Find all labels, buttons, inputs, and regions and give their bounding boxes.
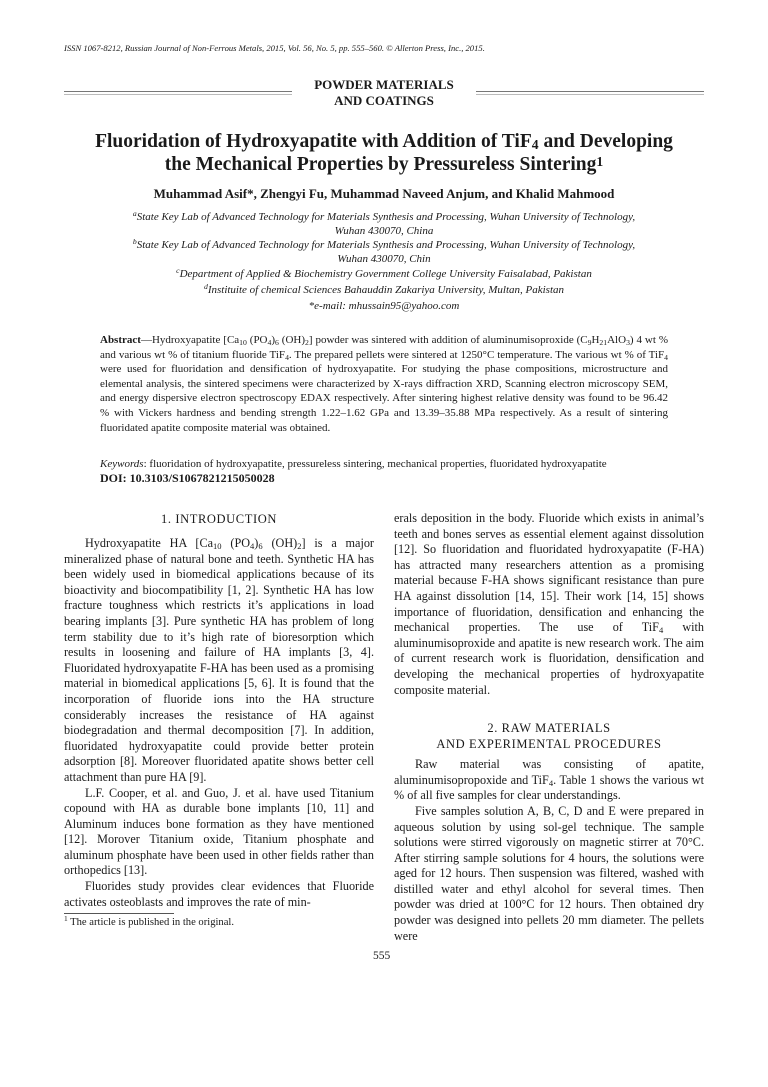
paper-title (60, 130, 708, 176)
section-rule-right-2 (476, 94, 704, 95)
abstract: Abstract—Hydroxyapatite [$Ca_{10}$ $(PO_4)_6$ $(OH)_2$] powder was sintered with addition of aluminumisoproxide $(C_9H_{21}AlO_3)$ 4 wt % and various wt % of titanium fluoride TiF$_4$. The prepared pellets were sintered at 1250°C temperature. The various wt % of TiF$_4$ were used for fluoridation and densification of hydroxyapatite. For studying the phase compositions, microstructure and elemental analysis, the sintered specimens were characterized by X-rays diffraction XRD, Scanning electron microscopy SEM, and energy dispersive electron spectroscopy EDAX respectively. After sintering highest relative density was found to be 96.42 % with Vickers hardness and bending strength 1.22–1.62 GPa and 13.39–35.88 MPa respectively. As a result of sintering fluoridated apatite composite material was obtained. (100, 334, 668, 434)
materials-paragraph-1: Raw material was consisting of apatite, aluminumisopropoxide and TiF$_4$. Table 1 shows the various wt % of all five samples for clear understandings. (394, 757, 704, 803)
title-subscript: 4 (531, 137, 539, 152)
intro-paragraph-1: Hydroxyapatite HA [$Ca_{10}$ $(PO_4)_6$ $(OH)_2$] is a major mineralized phase of natural bone and teeth. Synthetic HA has been widely used in biomedical applications because of its bioactivity and biocompatibility [1, 2]. Synthetic HA has low fracture toughness which restricts it’s applications in load bearing implants [3]. Pure synthetic HA has problem of long term stability due to it’s high rate of bioresorption which results in loosening and failure of HA implants [3, 4]. Fluoridated hydroxyapatite F-HA has been used as a promising material in biomedical applications [5, 6]. It is found that the incorporation of fluoride ions into the HA structure considerably increases the resistance of HA against biodegradation and thermal decomposition [7]. In addition, fluoridated hydroxyapatite could provide better protein adsorption [8]. Moreover fluoridated apatite shows better cell attachment than pure HA [9]. (64, 536, 374, 784)
section-rule-left-2 (64, 94, 292, 95)
section-heading (300, 77, 468, 109)
section-rule-left (64, 91, 292, 92)
keywords-text: : fluoridation of hydroxyapatite, pressureless sintering, mechanical properties, fluoridated hydroxyapatite (143, 458, 607, 470)
abstract-dash: — (140, 334, 152, 346)
aff-b-line1: State Key Lab of Advanced Technology for Materials Synthesis and Processing, Wuhan University of Technology, (136, 239, 636, 251)
footnote-mark: 1 (64, 914, 68, 923)
section-line1: POWDER MATERIALS (314, 77, 454, 92)
right-column (394, 511, 704, 944)
footnote (64, 914, 235, 928)
intro-paragraph-2: L.F. Cooper, et al. and Guo, J. et al. have used Titanium copound with HA as durable bone implants [10, 11] and Aluminum induces bone formation as they have mentioned [12]. Morover Titanium oxide, Titanium phosphate and aluminum phosphate have been used in other fields rather than orthopedics [13]. (64, 785, 374, 878)
aff-c-mark: c (176, 266, 180, 275)
title-part3: the Mechanical Properties by Pressureless Sintering (164, 154, 597, 175)
affiliation-c (84, 267, 684, 281)
title-footnote-mark: 1 (596, 154, 604, 169)
aff-d-line: Instituite of chemical Sciences Bahauddin Zakariya University, Multan, Pakistan (207, 284, 565, 296)
materials-paragraph-2: Five samples solution A, B, C, D and E were prepared in aqueous solution by using sol-gel technique. The sample solutions were stirred vigorously on magnetic stirrer at 70°C. After stirring sample solutions for 4 hours, the solutions were aged for 12 hours. Then suspension was filtered, washed with distilled water and ethyl alcohol for several times. Then powder was dried at 100°C for 12 hours. Then obtained dry powder was designed into pellets 20 mm diameter. The pellets were (394, 803, 704, 943)
affiliation-d (84, 283, 684, 297)
abstract-label: Abstract (100, 334, 141, 346)
journal-header: ISSN 1067-8212, Russian Journal of Non-Ferrous Metals, 2015, Vol. 56, No. 5, pp. 555–560. © Allerton Press, Inc., 2015. (64, 43, 485, 53)
affiliation-a (84, 210, 684, 238)
left-column (64, 511, 374, 910)
section2-heading-line1: 2. RAW MATERIALS (487, 721, 611, 736)
aff-a-mark: a (132, 209, 137, 218)
aff-a-line1: State Key Lab of Advanced Technology for Materials Synthesis and Processing, Wuhan University of Technology, (136, 211, 636, 223)
title-part2: and Developing (538, 131, 673, 152)
email[interactable]: *e-mail: mhussain95@yahoo.com (308, 300, 460, 312)
section-rule-right (476, 91, 704, 92)
authors: Muhammad Asif*, Zhengyi Fu, Muhammad Naveed Anjum, and Khalid Mahmood (153, 186, 615, 201)
aff-b-line2: Wuhan 430070, Chin (337, 253, 431, 265)
keywords-label: Keywords (100, 458, 144, 470)
doi[interactable]: DOI: 10.3103/S1067821215050028 (100, 471, 275, 485)
keywords (100, 457, 668, 472)
page-number: 555 (373, 950, 391, 962)
intro-paragraph-3-cont: erals deposition in the body. Fluoride which exists in animal’s teeth and bones serves as essential element against dissolution [12]. So fluoridation and fluoridated hydroxyapatite (F-HA) has attracted many researchers attention as a promising material because F-HA shows significant resistance than pure HA against dissolution [14, 15]. Their work [14, 15] shows importance of fluoridation, densification and enhancing the mechanical properties. The use of TiF$_4$ with aluminumisoproxide and apatite is new research work. The aim of current research work is fluoridation, densification and developing the mechanical properties of hydroxyapatite composite material. (394, 511, 704, 697)
aff-b-mark: b (132, 237, 137, 246)
footnote-rule (64, 913, 174, 914)
affiliation-b (84, 238, 684, 266)
section1-heading: 1. INTRODUCTION (161, 512, 277, 526)
intro-paragraph-3: Fluorides study provides clear evidences that Fluoride activates osteoblasts and improves the rate of min- (64, 879, 374, 909)
footnote-text: The article is published in the original. (67, 917, 235, 928)
title-part1: Fluoridation of Hydroxyapatite with Addition of TiF (95, 131, 532, 152)
section2-heading-line2: AND EXPERIMENTAL PROCEDURES (436, 737, 662, 752)
section-line2: AND COATINGS (334, 93, 434, 108)
aff-a-line2: Wuhan 430070, China (334, 225, 434, 237)
aff-d-mark: d (203, 282, 208, 291)
aff-c-line: Department of Applied & Biochemistry Government College University Faisalabad, Pakistan (179, 268, 592, 280)
